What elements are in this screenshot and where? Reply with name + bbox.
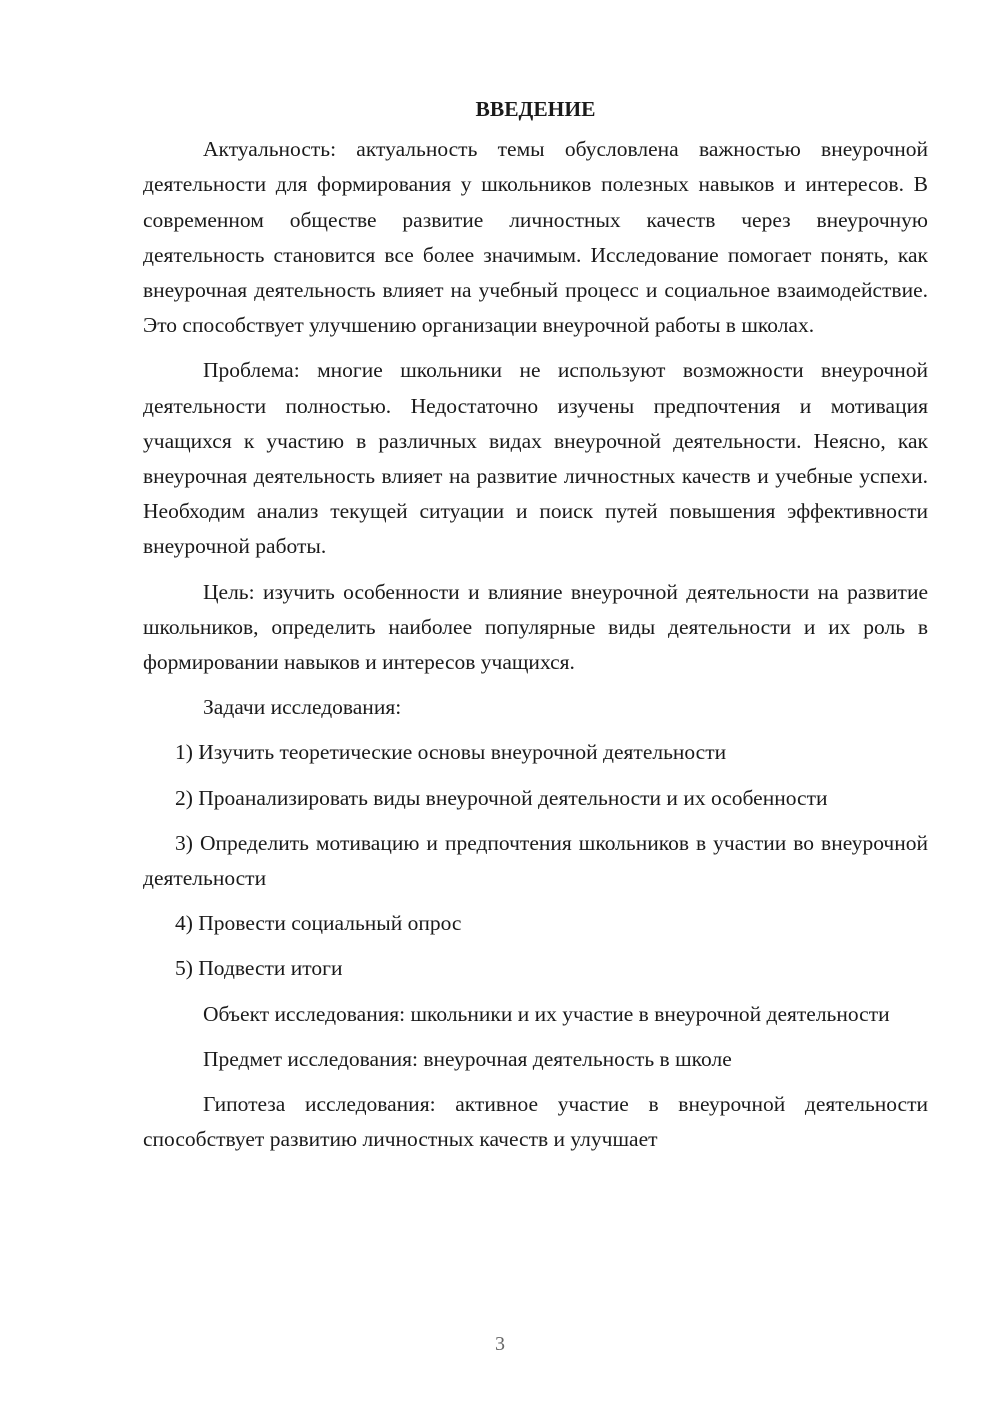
task-item-5: 5) Подвести итоги [175,956,343,981]
task-item-2: 2) Проанализировать виды внеурочной деятельности и их особенности [175,785,828,810]
task-item-3: 3) Определить мотивацию и предпочтения школьников в участии во внеурочной деятельности [143,830,928,891]
task-item-1: 1) Изучить теоретические основы внеурочной деятельности [175,740,727,765]
hypothesis-paragraph: Гипотеза исследования: активное участие в внеурочной деятельности способствует развитию личностных качеств и улучшает [143,1092,928,1152]
task-item-4: 4) Провести социальный опрос [175,911,462,936]
object-paragraph: Объект исследования: школьники и их участие в внеурочной деятельности [203,1001,890,1026]
goal-paragraph: Цель: изучить особенности и влияние внеурочной деятельности на развитие школьников, определить наиболее популярные виды деятельности и их роль в формировании навыков и интересов учащихся. [143,579,928,675]
tasks-heading: Задачи исследования: [203,695,402,720]
section-title: ВВЕДЕНИЕ [475,97,596,121]
relevance-paragraph: Актуальность: актуальность темы обусловлена важностью внеурочной деятельности для формирования у школьников полезных навыков и интересов. В современном обществе развитие личностных качеств через внеурочную деятельность становится все более значимым. Исследование помогает понять, как внеурочная деятельность влияет на учебный процесс и социальное взаимодействие. Это способствует улучшению организации внеурочной работы в школах. [143,137,928,338]
subject-paragraph: Предмет исследования: внеурочная деятельность в школе [203,1046,732,1071]
page-number: 3 [495,1333,505,1355]
problem-paragraph: Проблема: многие школьники не используют возможности внеурочной деятельности полностью. Недостаточно изучены предпочтения и мотивация учащихся к участию в различных видах внеурочной деятельности. Неясно, как внеурочная деятельность влияет на развитие личностных качеств и учебные успехи. Необходим анализ текущей ситуации и поиск путей повышения эффективности внеурочной работы. [143,358,928,559]
document-page [143,92,928,1167]
